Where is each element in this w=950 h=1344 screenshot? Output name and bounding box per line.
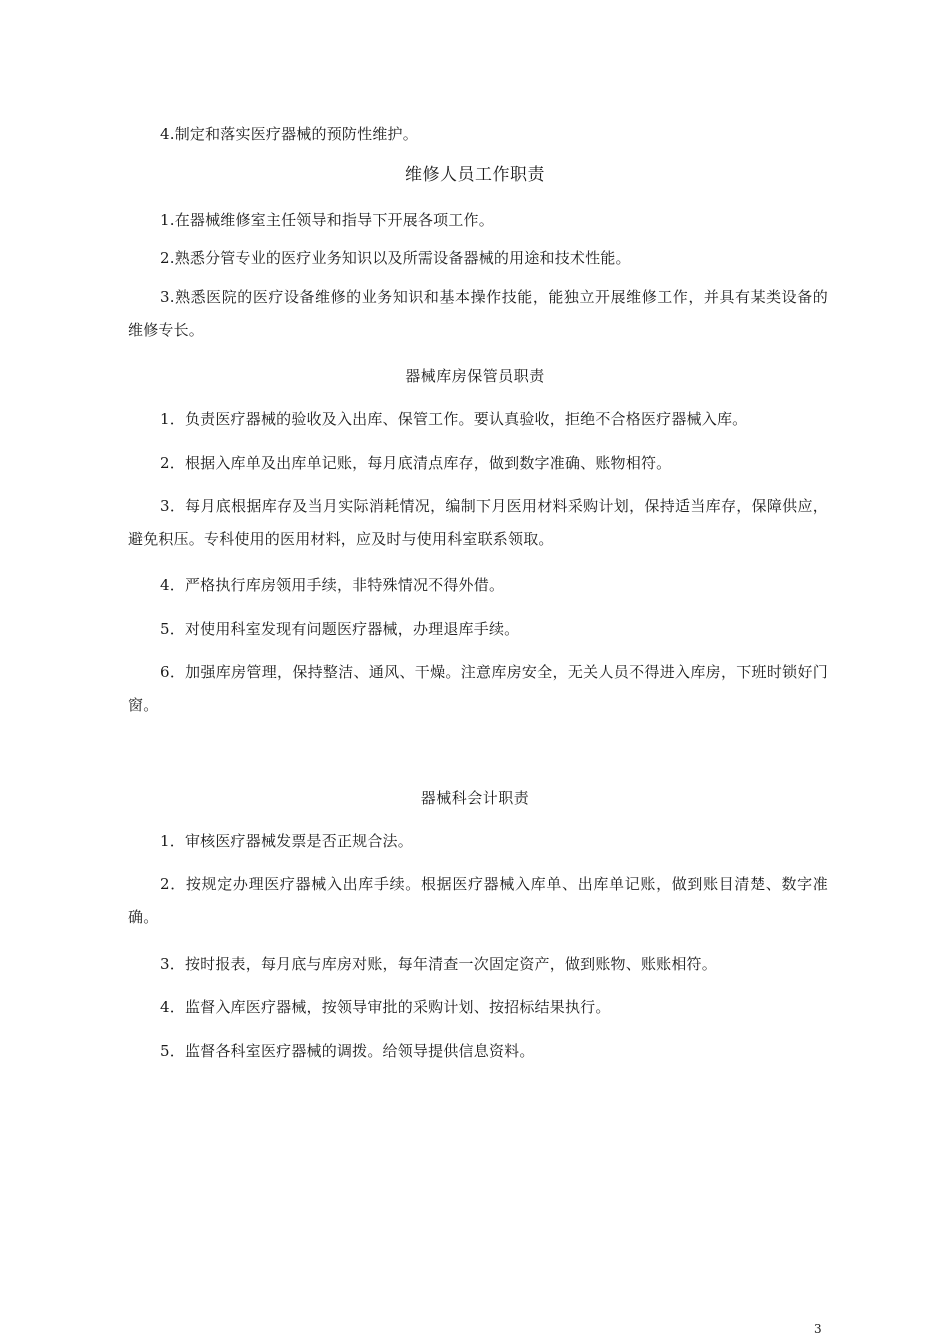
paragraph: 4．严格执行库房领用手续，非特殊情况不得外借。 — [160, 576, 505, 594]
paragraph: 6．加强库房管理，保持整洁、通风、干燥。注意库房安全，无关人员不得进入库房，下班时锁好门窗。 — [128, 663, 828, 714]
paragraph: 3．按时报表，每月底与库房对账，每年清查一次固定资产，做到账物、账账相符。 — [160, 955, 717, 973]
page-number: 3 — [814, 1322, 822, 1336]
paragraph: 2．根据入库单及出库单记账，每月底清点库存，做到数字准确、账物相符。 — [160, 454, 672, 472]
paragraph: 2．按规定办理医疗器械入出库手续。根据医疗器械入库单、出库单记账，做到账目清楚、数字准确。 — [128, 875, 828, 926]
section-title-accountant: 器械科会计职责 — [420, 789, 530, 807]
paragraph: 3.熟悉医院的医疗设备维修的业务知识和基本操作技能，能独立开展维修工作，并具有某类设备的维修专长。 — [128, 288, 828, 339]
paragraph: 5．监督各科室医疗器械的调拨。给领导提供信息资料。 — [160, 1042, 535, 1060]
paragraph: 4.制定和落实医疗器械的预防性维护。 — [160, 125, 418, 143]
paragraph: 1.在器械维修室主任领导和指导下开展各项工作。 — [160, 211, 494, 229]
paragraph: 5．对使用科室发现有问题医疗器械，办理退库手续。 — [160, 620, 520, 638]
section-title-warehouse-keeper: 器械库房保管员职责 — [405, 367, 545, 385]
section-title-maintenance-staff: 维修人员工作职责 — [405, 165, 545, 185]
paragraph: 1．审核医疗器械发票是否正规合法。 — [160, 832, 413, 850]
paragraph: 3．每月底根据库存及当月实际消耗情况，编制下月医用材料采购计划，保持适当库存，保障供应，避免积压。专科使用的医用材料，应及时与使用科室联系领取。 — [128, 497, 828, 548]
paragraph: 2.熟悉分管专业的医疗业务知识以及所需设备器械的用途和技术性能。 — [160, 249, 631, 267]
paragraph: 1．负责医疗器械的验收及入出库、保管工作。要认真验收，拒绝不合格医疗器械入库。 — [160, 410, 748, 428]
paragraph: 4．监督入库医疗器械，按领导审批的采购计划、按招标结果执行。 — [160, 998, 611, 1016]
